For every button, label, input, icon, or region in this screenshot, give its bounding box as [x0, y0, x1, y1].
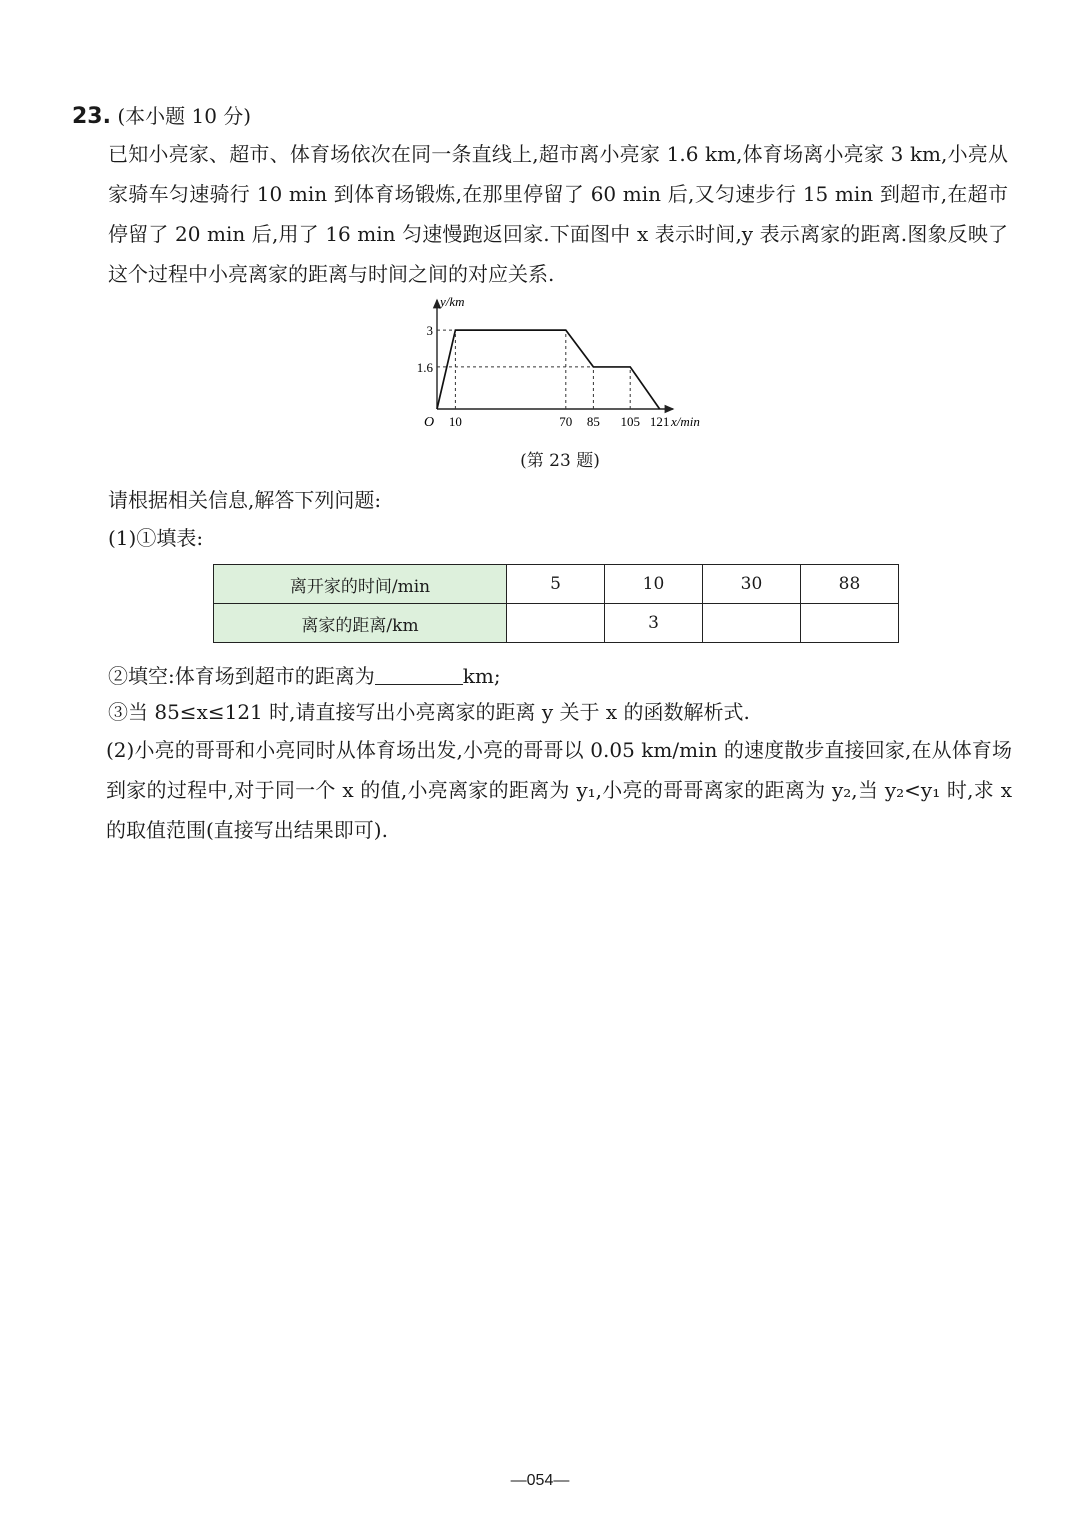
table-row — [214, 565, 899, 604]
x-tick-label: 105 — [620, 414, 640, 429]
table-row — [214, 604, 899, 643]
table-cell: 30 — [703, 565, 801, 604]
question-statement: 已知小亮家、超市、体育场依次在同一条直线上,超市离小亮家 1.6 km,体育场离小亮家 3 km,小亮从家骑车匀速骑行 10 min 到体育场锻炼,在那里停留了 60 min 后,又匀速步行 15 min 到超市,在超市停留了 20 min 后,用了 16 min 匀速慢跑返回家.下面图中 x 表示时间,y 表示离家的距离.图象反映了这个过程中小亮离家的距离与时间之间的对应关系. — [108, 142, 1008, 286]
x-axis-label: x/min — [671, 414, 700, 429]
instructions: 请根据相关信息,解答下列问题: — [108, 488, 382, 512]
q2-text: ②填空:体育场到超市的距离为 — [108, 664, 375, 688]
fill-table — [213, 564, 899, 643]
question-header — [72, 100, 251, 129]
question-number: 23. — [72, 104, 111, 129]
y-tick-label: 3 — [426, 323, 433, 339]
origin-label: O — [424, 415, 435, 430]
table-cell: 10 — [605, 565, 703, 604]
table-cell-blank[interactable] — [507, 604, 605, 643]
table-cell: 3 — [605, 604, 703, 643]
part1-label: (1)①填表: — [108, 526, 204, 550]
part1-question3: ③当 85≤x≤121 时,请直接写出小亮离家的距离 y 关于 x 的函数解析式. — [108, 700, 750, 724]
table-cell-blank[interactable] — [703, 604, 801, 643]
part2-question: (2)小亮的哥哥和小亮同时从体育场出发,小亮的哥哥以 0.05 km/min 的速度散步直接回家,在从体育场到家的过程中,对于同一个 x 的值,小亮离家的距离为 y₁,小亮的哥哥离家的距离为 y₂,当 y₂<y₁ 时,求 x 的取值范围(直接写出结果即可). — [106, 738, 1012, 842]
x-tick-label: 121 — [649, 414, 670, 429]
distance-time-graph — [405, 292, 715, 437]
figure-caption: (第 23 题) — [520, 451, 600, 471]
y-axis-label: y/km — [440, 294, 465, 309]
part1-question2 — [108, 656, 1008, 696]
distance-line — [437, 330, 660, 409]
table-cell: 5 — [507, 565, 605, 604]
x-tick-label: 85 — [586, 414, 600, 429]
page-number: —054— — [510, 1472, 570, 1489]
x-tick-label: 70 — [559, 414, 573, 429]
table-header-time: 离开家的时间/min — [214, 565, 507, 604]
y-tick-label: 1.6 — [416, 359, 433, 375]
x-tick-label: 10 — [448, 414, 462, 429]
question-points: (本小题 10 分) — [117, 104, 252, 128]
table-header-distance: 离家的距离/km — [214, 604, 507, 643]
answer-blank[interactable] — [375, 662, 463, 685]
q2-unit: km; — [462, 664, 501, 688]
table-cell: 88 — [801, 565, 899, 604]
table-cell-blank[interactable] — [801, 604, 899, 643]
